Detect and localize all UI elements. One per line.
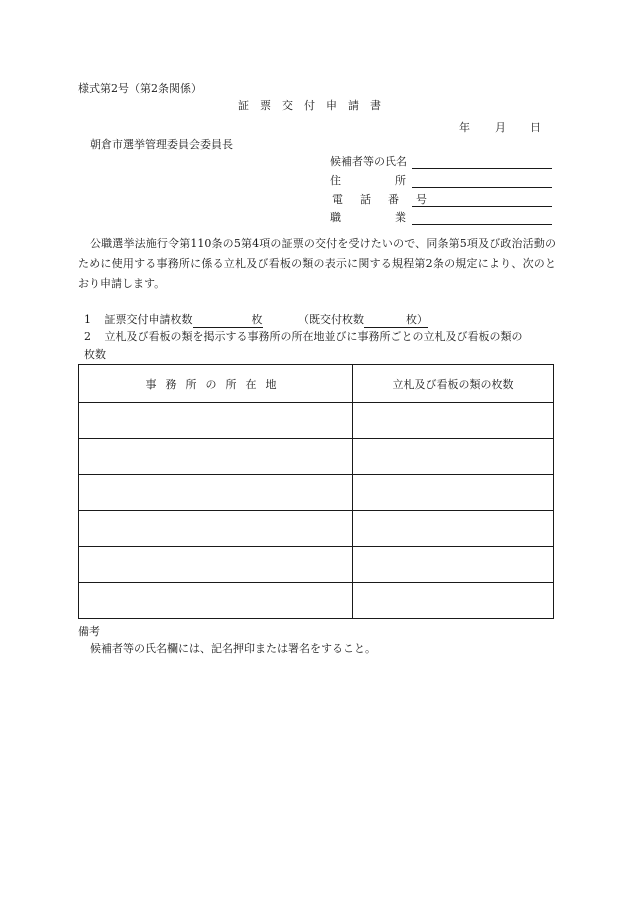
applicant-name-field[interactable] (330, 155, 552, 169)
item-2-label-cont: 枚数 (84, 348, 106, 361)
signboard-count-cell[interactable] (353, 439, 554, 475)
applicant-address-field[interactable] (330, 174, 552, 188)
field-label: 職業 (330, 211, 460, 224)
signboard-count-cell[interactable] (353, 583, 554, 619)
table-row (79, 403, 554, 439)
date-year: 年 (459, 121, 470, 134)
field-line (412, 224, 552, 225)
field-label: 電話番号 (332, 193, 444, 206)
already-issued-label: （既交付枚数 (298, 313, 364, 326)
item-number: 2 (84, 330, 91, 343)
date-day: 日 (530, 121, 541, 134)
field-label: 住所 (330, 174, 460, 187)
signboard-count-cell[interactable] (353, 475, 554, 511)
already-issued-input[interactable]: 枚） (364, 313, 428, 328)
table-header-row (79, 365, 554, 403)
office-address-cell[interactable] (79, 547, 353, 583)
note-text: 候補者等の氏名欄には、記名押印または署名をすること。 (90, 642, 376, 655)
note-title: 備考 (78, 625, 100, 638)
table-row (79, 439, 554, 475)
field-line (412, 187, 552, 188)
field-line (412, 206, 552, 207)
field-label: 候補者等の氏名 (330, 155, 407, 168)
table-row (79, 511, 554, 547)
signboard-count-cell[interactable] (353, 403, 554, 439)
addressee: 朝倉市選挙管理委員会委員長 (90, 138, 233, 151)
issuance-count-input[interactable]: 枚 (193, 313, 263, 328)
table-row (79, 475, 554, 511)
office-address-cell[interactable] (79, 403, 353, 439)
header-signboard-count: 立札及び看板の類の枚数 (353, 365, 554, 403)
document-title: 証票交付申請書 (238, 99, 392, 112)
item-number: 1 (84, 313, 91, 326)
header-office-address: 事務所の所在地 (79, 365, 353, 403)
office-address-cell[interactable] (79, 583, 353, 619)
office-signboard-table (78, 364, 554, 619)
form-number: 様式第2号（第2条関係） (78, 82, 202, 95)
office-address-cell[interactable] (79, 439, 353, 475)
application-statement: 公職選挙法施行令第110条の5第4項の証票の交付を受けたいので、同条第5項及び政治活動のために使用する事務所に係る立札及び看板の類の表示に関する規程第2条の規定により、次のとおり申請します。 (78, 237, 556, 290)
field-line (412, 168, 552, 169)
office-address-cell[interactable] (79, 475, 353, 511)
item-label: 証票交付申請枚数 (104, 313, 193, 326)
date-month: 月 (495, 121, 506, 134)
applicant-phone-field[interactable] (330, 193, 552, 207)
applicant-occupation-field[interactable] (330, 211, 552, 225)
signboard-count-cell[interactable] (353, 511, 554, 547)
signboard-count-cell[interactable] (353, 547, 554, 583)
table-row (79, 547, 554, 583)
item-label: 立札及び看板の類を掲示する事務所の所在地並びに事務所ごとの立札及び看板の類の (104, 330, 523, 343)
item-1-issuance-count (84, 313, 428, 328)
item-2-label (84, 330, 523, 344)
table-row (79, 583, 554, 619)
office-address-cell[interactable] (79, 511, 353, 547)
